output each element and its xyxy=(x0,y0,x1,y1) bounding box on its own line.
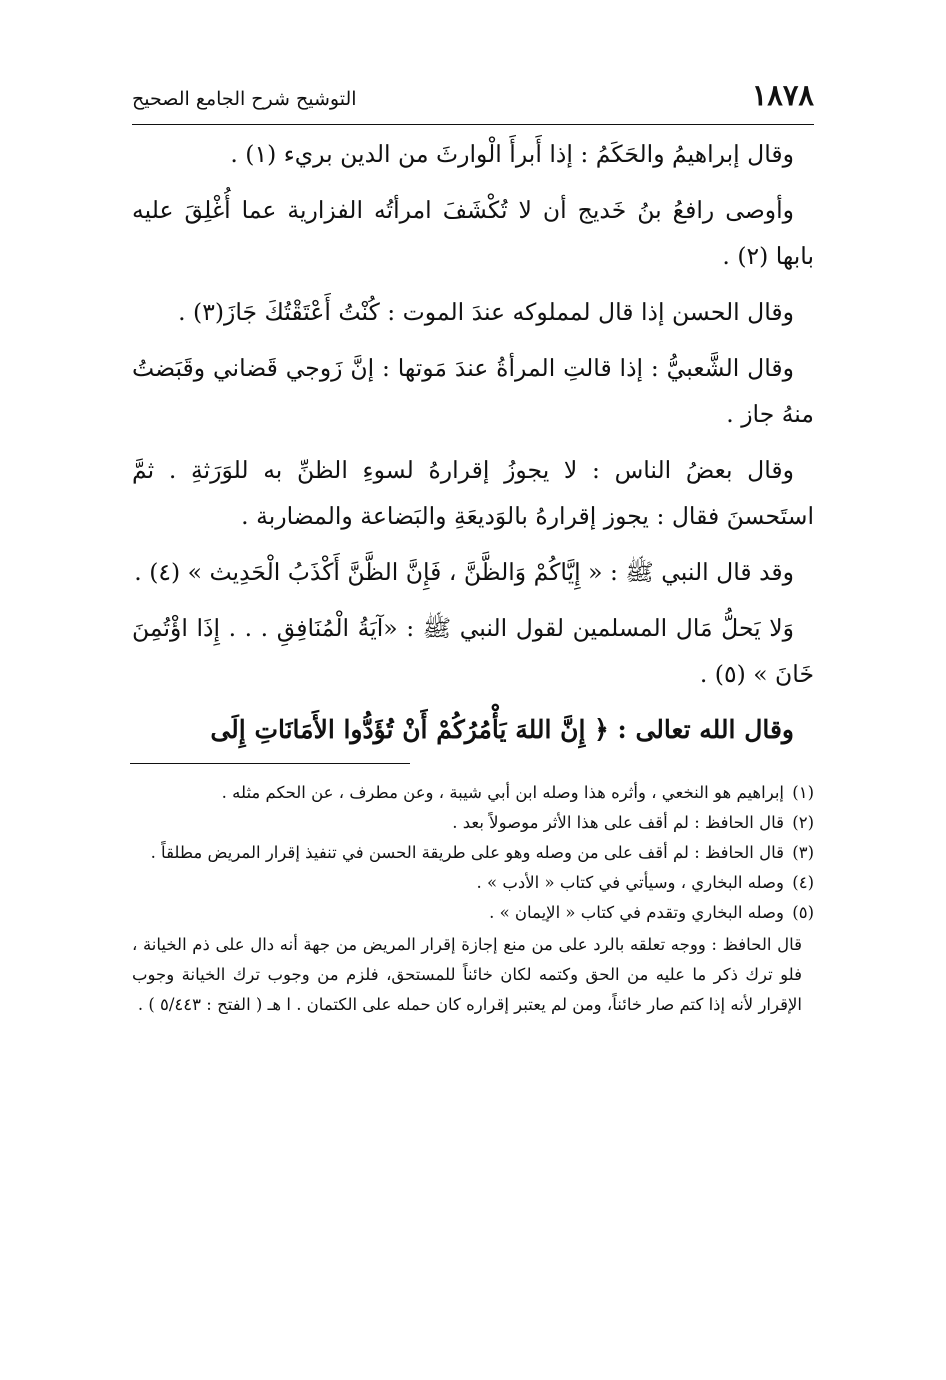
book-page xyxy=(132,78,814,1020)
book-title: التوشيح شرح الجامع الصحيح xyxy=(132,88,357,110)
footnote-commentary: قال الحافظ : ووجه تعلقه بالرد على من منع إجازة إقرار المريض من جهة أنه دال على ذم الخيانة ، فلو ترك ذكر ما عليه من الحق وكتمه لكان خائناً للمستحق، فلزم من وجوب ترك الخيانة وجوب الإقرار لأنه إذا كتم صار خائناً، ومن لم يعتبر إقراره كان حمله على الكتمان . ا هـ ( الفتح : ٥/٤٤٣ ) . xyxy=(132,935,802,1014)
paragraph-quran-verse: وقال الله تعالى : ﴿ إِنَّ اللهَ يَأْمُرُكُمْ أَنْ تُؤَدُّوا الأَمَانَاتِ إِلَى xyxy=(210,715,794,744)
paragraph-ibrahim-hakam: وقال إبراهيمُ والحَكَمُ : إذا أَبرأَ الْوارثَ من الدين بريء (١) . xyxy=(230,140,794,168)
main-text xyxy=(132,131,814,753)
paragraph-some-people: وقال بعضُ الناس : لا يجوزُ إقرارهُ لسوءِ الظنِّ به للوَرَثةِ . ثمَّ استَحسنَ فقال : يجوز إقرارهُ بالوَديعَةِ والبَضاعة والمضاربة . xyxy=(132,456,814,530)
footnote-1 xyxy=(132,778,814,808)
footnote-3 xyxy=(132,838,814,868)
footnote-4 xyxy=(132,868,814,898)
running-header xyxy=(132,78,814,125)
footnote-text: إبراهيم هو النخعي ، وأثره هذا وصله ابن أبي شيبة ، وعن مطرف ، عن الحكم مثله . xyxy=(221,783,784,802)
footnote-5 xyxy=(132,898,814,928)
footnote-text: وصله البخاري ، وسيأتي في كتاب « الأدب » . xyxy=(476,873,784,892)
footnote-text: قال الحافظ : لم أقف على من وصله وهو على طريقة الحسن في تنفيذ إقرار المريض مطلقاً . xyxy=(150,843,784,862)
paragraph-hasan: وقال الحسن إذا قال لمملوكه عندَ الموت : كُنْتُ أَعْتَقْتُكَ جَازَ(٣) . xyxy=(178,298,794,326)
page-number: ١٨٧٨ xyxy=(751,78,814,112)
footnote-text: قال الحافظ : لم أقف على هذا الأثر موصولاً بعد . xyxy=(452,813,784,832)
footnote-separator xyxy=(130,763,410,764)
footnote-number: (٣) xyxy=(792,843,814,862)
paragraph-shabi: وقال الشَّعبيُّ : إذا قالتِ المرأةُ عندَ مَوتها : إنَّ زَوجي قَضاني وقَبَضتُ منهُ جاز . xyxy=(132,354,814,428)
footnote-text: وصله البخاري وتقدم في كتاب « الإيمان » . xyxy=(489,903,784,922)
footnote-2 xyxy=(132,808,814,838)
footnotes xyxy=(132,778,814,1020)
paragraph-hadith-munafiq: وَلا يَحلُّ مَال المسلمين لقول النبي ﷺ : «آيَةُ الْمُنَافِقِ . . . إِذَا اؤْتُمِنَ خَانَ » (٥) . xyxy=(132,614,814,688)
footnote-number: (٤) xyxy=(792,873,814,892)
paragraph-hadith-zann: وقد قال النبي ﷺ : « إِيَّاكُمْ وَالظَّنَّ ، فَإِنَّ الظَّنَّ أَكْذَبُ الْحَدِيث » (٤) . xyxy=(134,558,794,586)
paragraph-rafi-bin-khadij: وأوصى رافعُ بنُ خَديج أن لا تُكْشَفَ امرأتُه الفزارية عما أُغْلِقَ عليه بابها (٢) . xyxy=(132,196,814,270)
footnote-number: (١) xyxy=(792,783,814,802)
footnote-number: (٢) xyxy=(792,813,814,832)
footnote-number: (٥) xyxy=(792,903,814,922)
